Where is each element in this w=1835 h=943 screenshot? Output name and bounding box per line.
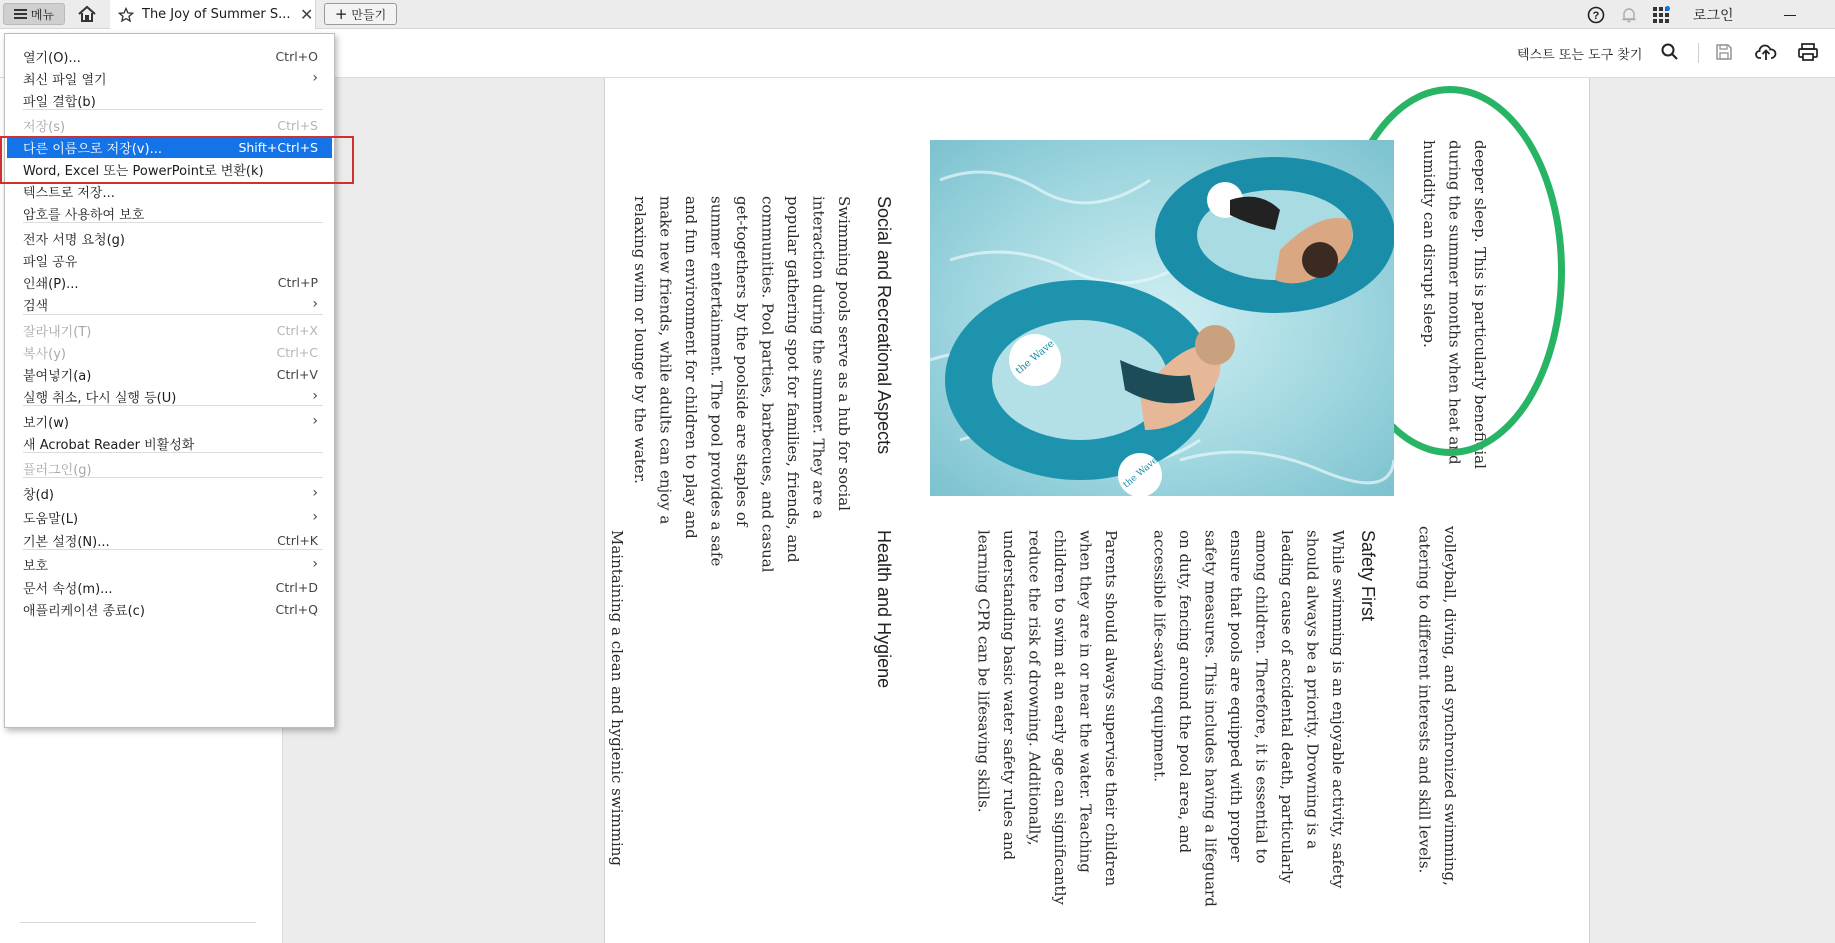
menu-item-share-file[interactable]: [7, 249, 332, 271]
menu-item-label: 잘라내기(T): [23, 324, 92, 340]
print-icon: [1797, 42, 1819, 62]
help-button[interactable]: [1587, 4, 1605, 26]
text-column-safety: While swimming is an enjoyable activity, safety should always be a priority. Drowning is a leading cause of accidental death, particularly among children. Therefore, it is essential to ensure that pools are equipped with proper safety measures. This includes having a lifeguard on duty, fencing around the pool area, and accessible life-saving equipment.: [1150, 530, 1347, 907]
menu-item-shortcut: Ctrl+Q: [275, 601, 318, 617]
menu-item-shortcut: Ctrl+C: [276, 344, 318, 360]
find-search-button[interactable]: [1660, 42, 1682, 64]
login-link[interactable]: 로그인: [1693, 8, 1734, 24]
document-tab[interactable]: [110, 0, 316, 29]
menu-item-preferences[interactable]: [7, 529, 332, 551]
menu-item-label: 파일 결합(b): [23, 94, 96, 110]
hamburger-icon: [14, 9, 27, 19]
menu-item-document-properties[interactable]: [7, 576, 332, 598]
home-icon: [76, 3, 98, 25]
menu-item-label: 플러그인(g): [23, 462, 92, 478]
toolbar-divider: [1698, 43, 1699, 63]
find-tools-label[interactable]: 텍스트 또는 도구 찾기: [1517, 48, 1643, 63]
menu-item-paste[interactable]: [7, 363, 332, 385]
minimize-icon: [1784, 15, 1796, 16]
chevron-right-icon: ›: [312, 413, 318, 429]
save-icon: [1714, 42, 1734, 62]
create-button[interactable]: [324, 3, 397, 25]
help-icon: [1587, 6, 1605, 24]
photo-tube-text-2: the Wave: [1121, 455, 1161, 491]
menu-item-shortcut: Ctrl+K: [277, 532, 318, 548]
menu-item-shortcut: Ctrl+V: [276, 366, 318, 382]
print-toolbar-button[interactable]: [1797, 42, 1819, 64]
plus-icon: +: [334, 5, 348, 23]
menu-item-label: 암호를 사용하여 보호: [23, 207, 145, 223]
chevron-right-icon: ›: [312, 509, 318, 525]
home-button[interactable]: [76, 3, 100, 25]
menu-item-cut[interactable]: [7, 319, 332, 341]
menu-item-shortcut: Shift+Ctrl+S: [238, 139, 318, 155]
highlight-box: [0, 136, 354, 184]
menu-separator: [23, 314, 323, 315]
menu-item-search[interactable]: [7, 293, 332, 315]
menu-item-disable-new-reader[interactable]: [7, 432, 332, 454]
menu-item-label: 보기(w): [23, 415, 69, 431]
menu-item-save[interactable]: [7, 114, 332, 136]
svg-text:?: ?: [1592, 10, 1600, 22]
menu-item-label: 실행 취소, 다시 실행 등(U): [23, 390, 177, 406]
tab-bar: [0, 0, 1835, 29]
menu-item-request-esign[interactable]: [7, 227, 332, 249]
text-column-volleyball: volleyball, diving, and synchronized swimming, catering to different interests and skill levels.: [1415, 526, 1459, 886]
left-panel-divider: [20, 922, 256, 923]
chevron-right-icon: ›: [312, 388, 318, 404]
text-column-health: Maintaining a clean and hygienic swimming: [608, 530, 626, 867]
heading-social-recreational: Social and Recreational Aspects: [874, 196, 894, 455]
menu-item-label: 전자 서명 요청(g): [23, 232, 126, 248]
menu-item-label: 복사(y): [23, 346, 66, 362]
menu-item-label: 보호: [23, 558, 49, 574]
menu-item-shortcut: Ctrl+S: [277, 117, 318, 133]
menu-item-undo-redo[interactable]: [7, 385, 332, 407]
menu-item-protection[interactable]: [7, 553, 332, 575]
menu-item-label: 파일 공유: [23, 254, 78, 270]
menu-item-window[interactable]: [7, 482, 332, 504]
menu-item-open[interactable]: [7, 45, 332, 67]
text-column-supervise: Parents should always supervise their children when they are in or near the water. Teaching children to swim at an early age can significantly reduce the risk of drowning. Additionally, understanding basic water safety rules and learning CPR can be lifesaving skills.: [974, 530, 1120, 905]
chevron-right-icon: ›: [312, 70, 318, 86]
menu-separator: [23, 452, 323, 453]
star-icon[interactable]: [118, 7, 134, 23]
text-column-intro: deeper sleep. This is particularly beneficial during the summer months when heat and humidity can disrupt sleep.: [1420, 140, 1489, 469]
menu-item-label: 열기(O)...: [23, 50, 81, 66]
bell-icon: [1620, 6, 1638, 24]
menu-item-label: 새 Acrobat Reader 비활성화: [23, 437, 195, 453]
menu-item-plugins[interactable]: [7, 457, 332, 479]
menu-item-recent-files[interactable]: [7, 67, 332, 89]
menu-item-copy[interactable]: [7, 341, 332, 363]
photo-tube-text-1: the Wave: [1013, 338, 1057, 377]
menu-item-label: Word, Excel 또는 PowerPoint로 변환(k): [23, 163, 264, 179]
apps-button[interactable]: [1652, 4, 1670, 26]
menu-item-print[interactable]: [7, 271, 332, 293]
menu-item-shortcut: Ctrl+P: [277, 274, 318, 290]
menu-item-label: 도움말(L): [23, 511, 79, 527]
menu-item-label: 인쇄(P)...: [23, 276, 79, 292]
text-column-social: Swimming pools serve as a hub for social interaction during the summer. They are a popular gathering spot for families, friends, and communities. Pool parties, barbecues, and casual get-togethers by the poolside are staples of summer entertainment. The pool provides a safe and fun environment for children to play and make new friends, while adults can enjoy a relaxing swim or lounge by the water.: [631, 196, 853, 573]
menu-item-label: 애플리케이션 종료(c): [23, 603, 145, 619]
upload-cloud-button[interactable]: [1755, 42, 1777, 64]
pdf-page[interactable]: [604, 78, 1590, 943]
menu-item-shortcut: Ctrl+D: [275, 579, 318, 595]
menu-item-help[interactable]: [7, 506, 332, 528]
tab-title: The Joy of Summer S...: [142, 7, 291, 22]
pool-photo: [930, 140, 1394, 496]
menu-item-exit-application[interactable]: [7, 598, 332, 620]
menu-separator: [23, 109, 323, 110]
menu-item-label: 텍스트로 저장...: [23, 185, 115, 201]
chevron-right-icon: ›: [312, 556, 318, 572]
menu-item-label: 검색: [23, 298, 49, 314]
menu-item-combine-files[interactable]: [7, 89, 332, 111]
cloud-upload-icon: [1755, 42, 1777, 62]
apps-grid-icon: [1652, 6, 1670, 24]
menu-item-shortcut: Ctrl+X: [276, 322, 318, 338]
menu-item-label: 창(d): [23, 487, 54, 503]
menu-item-shortcut: Ctrl+O: [275, 48, 318, 64]
menu-item-label: 다른 이름으로 저장(v)...: [23, 141, 162, 157]
menu-item-protect-password[interactable]: [7, 202, 332, 224]
menu-separator: [23, 222, 323, 223]
chevron-right-icon: ›: [312, 485, 318, 501]
menu-separator: [23, 405, 323, 406]
menu-item-view[interactable]: [7, 410, 332, 432]
search-icon: [1660, 42, 1680, 62]
minimize-button[interactable]: [1784, 4, 1796, 26]
menu-button-label: 메뉴: [30, 7, 55, 22]
notifications-button[interactable]: [1620, 4, 1638, 26]
menu-item-label: 붙여넣기(a): [23, 368, 92, 384]
chevron-right-icon: ›: [312, 296, 318, 312]
menu-item-label: 기본 설정(N)...: [23, 534, 110, 550]
close-tab-icon[interactable]: ✕: [300, 5, 314, 24]
menu-separator: [23, 477, 323, 478]
menu-item-label: 문서 속성(m)...: [23, 581, 113, 597]
menu-item-label: 최신 파일 열기: [23, 72, 107, 88]
menu-item-label: 저장(s): [23, 119, 66, 135]
create-button-label: 만들기: [351, 7, 387, 22]
menu-button[interactable]: [3, 3, 65, 25]
menu-separator: [23, 549, 323, 550]
heading-safety-first: Safety First: [1358, 530, 1378, 622]
save-toolbar-button[interactable]: [1714, 42, 1736, 64]
heading-health-hygiene: Health and Hygiene: [874, 530, 894, 689]
